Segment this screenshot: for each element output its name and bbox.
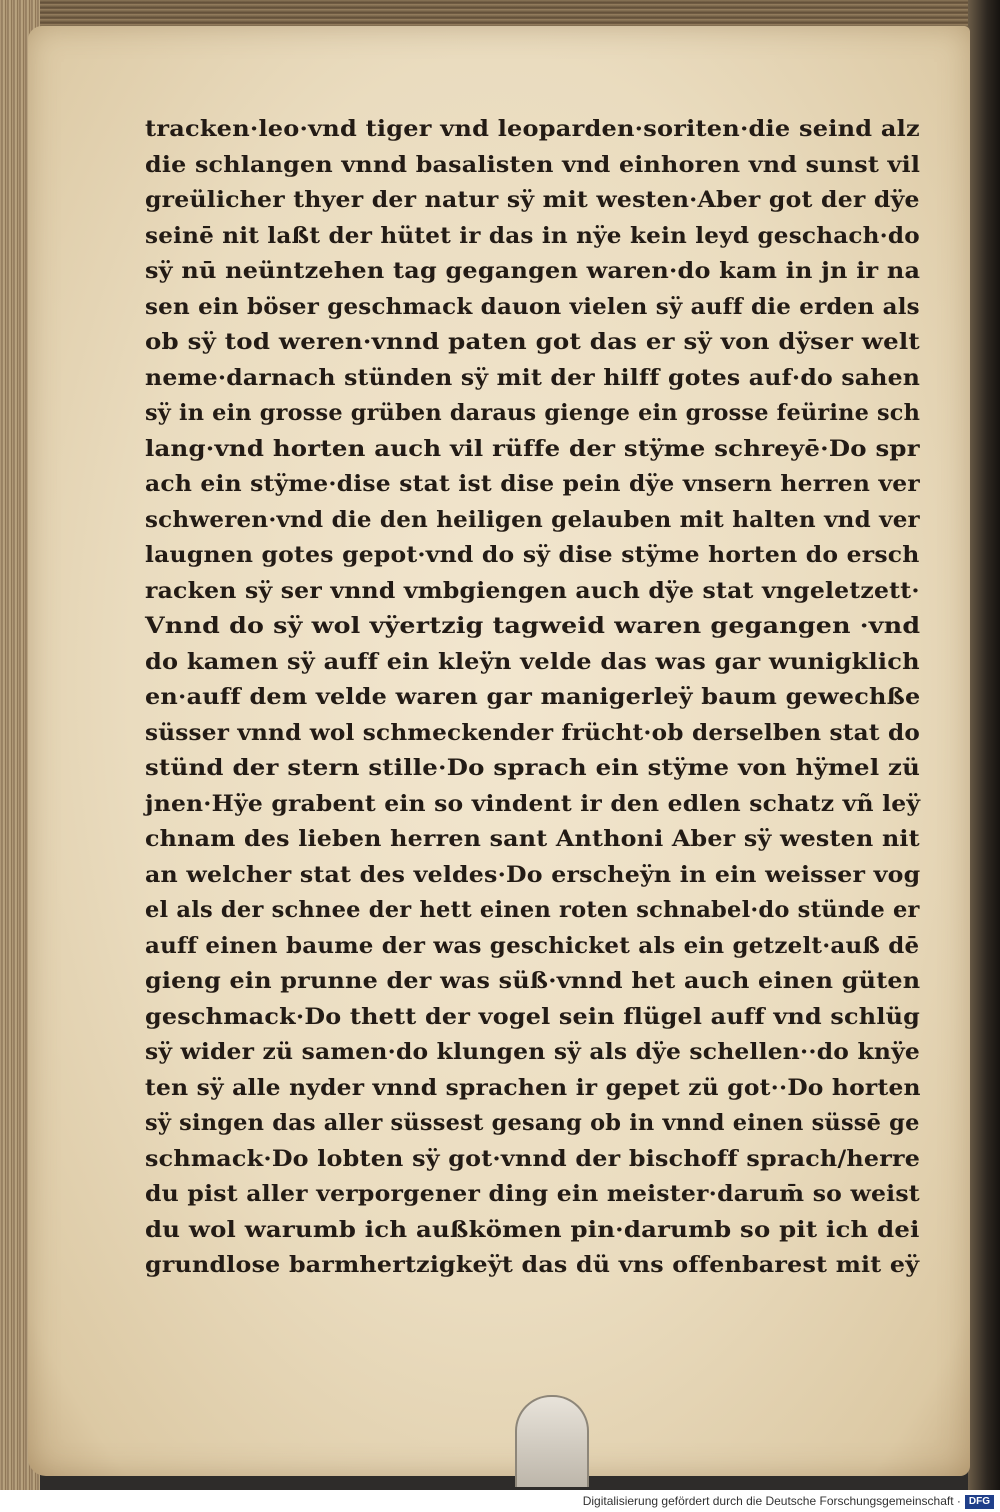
text-line: lang·vnd horten auch vil rüffe der stÿme schreyē·Do spr [145, 435, 920, 462]
printed-text-block [145, 112, 921, 1278]
funding-credit: Digitalisierung gefördert durch die Deutsche Forschungsgemeinschaft · [582, 1494, 961, 1508]
text-line: do kamen sÿ auff ein kleÿn velde das was gar wunigklich [145, 648, 920, 675]
text-line: geschmack·Do thett der vogel sein flügel auff vnd schlüg [145, 1003, 921, 1030]
text-line: tracken·leo·vnd tiger vnd leoparden·soriten·die seind alz [145, 116, 920, 142]
text-line: du pist aller verporgener ding ein meister·darum̄ so weist [145, 1181, 920, 1207]
text-line: ach ein stÿme·dise stat ist dise pein dÿe vnsern herren ver [145, 471, 920, 497]
text-line: laugnen gotes gepot·vnd do sÿ dise stÿme horten do ersch [145, 542, 920, 568]
text-line: chnam des lieben herren sant Anthoni Aber sÿ westen nit [145, 826, 920, 852]
text-line: Vnnd do sÿ wol vÿertzig tagweid waren gegangen ·vnd [145, 613, 921, 639]
text-line: sen ein böser geschmack dauon vielen sÿ auff die erden als [145, 293, 920, 320]
text-line: en·auff dem velde waren gar manigerleÿ baum gewechße [145, 684, 921, 710]
text-line: sÿ wider zü samen·do klungen sÿ als dÿe schellen··do knÿe [145, 1039, 920, 1065]
text-line: neme·darnach stünden sÿ mit der hilff gotes auf·do sahen [145, 364, 921, 391]
text-line: süsser vnnd wol schmeckender frücht·ob derselben stat do [145, 719, 921, 746]
text-line: schmack·Do lobten sÿ got·vnnd der bischoff sprach/herre [145, 1145, 921, 1172]
text-line: auff einen baume der was geschicket als ein getzelt·auß dē [145, 932, 920, 959]
page-clip [515, 1395, 589, 1487]
text-line: du wol warumb ich außkömen pin·darumb so pit ich dei [145, 1216, 920, 1243]
text-line: gieng ein prunne der was süß·vnnd het auch einen güten [145, 968, 921, 994]
text-line: ten sÿ alle nyder vnnd sprachen ir gepet zü got··Do horten [145, 1074, 921, 1101]
text-line: stünd der stern stille·Do sprach ein stÿme von hÿmel zü [145, 755, 921, 781]
text-line: sÿ singen das aller süssest gesang ob in vnnd einen süssē ge [145, 1110, 920, 1136]
text-line: greülicher thyer der natur sÿ mit westen·Aber got der dÿe [145, 187, 920, 213]
text-line: die schlangen vnnd basalisten vnd einhoren vnd sunst vil [145, 151, 921, 178]
footer-credit-bar [0, 1490, 1000, 1512]
text-line: jnen·Hÿe grabent ein so vindent ir den edlen schatz vñ leÿ [145, 790, 921, 817]
text-line: schweren·vnd die den heiligen gelauben mit halten vnd ver [145, 506, 920, 533]
text-line: el als der schnee der hett einen roten schnabel·do stünde er [145, 897, 920, 923]
text-line: racken sÿ ser vnnd vmbgiengen auch dÿe stat vngeletzett· [145, 577, 920, 604]
text-line: grundlose barmhertzigkeÿt das dü vns offenbarest mit eÿ [145, 1252, 920, 1278]
text-line: sÿ nū neüntzehen tag gegangen waren·do kam in jn ir na [145, 258, 921, 284]
dfg-logo: DFG [965, 1495, 994, 1509]
text-line: sÿ in ein grosse grüben daraus gienge ein grosse feürine sch [145, 400, 921, 426]
text-line: seinē nit laßt der hütet ir das in nÿe kein leyd geschach·do [145, 222, 920, 249]
text-line: ob sÿ tod weren·vnnd paten got das er sÿ von dÿser welt [145, 329, 920, 355]
text-line: an welcher stat des veldes·Do erscheÿn in ein weisser vog [145, 861, 921, 888]
